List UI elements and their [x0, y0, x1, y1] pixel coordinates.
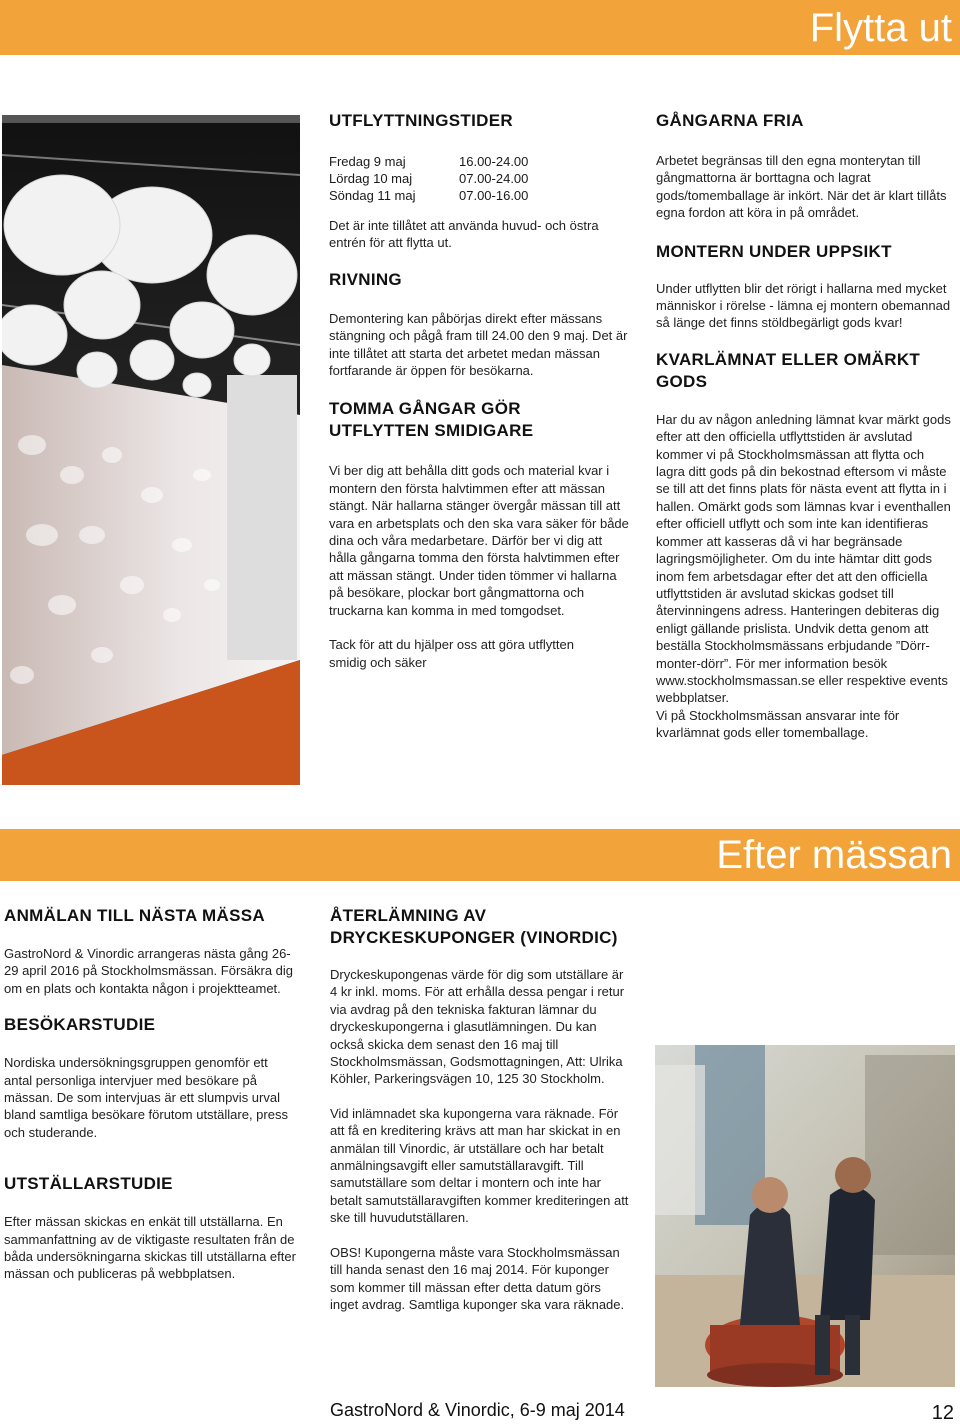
section-heading-utstallarstudie: UTSTÄLLARSTUDIE [4, 1174, 173, 1194]
times-day: Söndag 11 maj [329, 188, 416, 203]
aterlamning-text3: OBS! Kupongerna måste vara Stockholmsmässan till handa senast den 16 maj 2014. För kuponger som kommer till mässan efter detta datum görs inget avdrag. Samtliga kuponger ska vara räknade. [330, 1244, 625, 1312]
section-heading-anmalan: ANMÄLAN TILL NÄSTA MÄSSA [4, 906, 265, 925]
aterlamning-text1: Dryckeskupongenas värde för dig som utställare är 4 kr inkl. moms. För att erhålla dessa pengar i retur via avdrag på den tekniska fakturan lämnar du dryckeskupongerna i glasutlämningen. Du kan också skicka dem senast den 16 maj till Stockholmsmässan, Godsmottagningen, Att: Ulrika Köhler, Parkeringsvägen 10, 125 30 Stockholm. [330, 967, 625, 1087]
times-row [329, 187, 629, 204]
gangarna-text: Arbetet begränsas till den egna monterytan till gångmattorna är borttagna och lagrat gods/tomemballage är inkört. När det är klart tillåts egna fordon att köra in på området. [656, 153, 947, 221]
utflyttning-note: Det är inte tillåtet att använda huvud- och östra entrén för att flytta ut. [329, 218, 599, 251]
times-value: 07.00-16.00 [459, 188, 529, 203]
hall-illustration [2, 115, 300, 785]
column-left-bottom [4, 905, 304, 1283]
times-day: Fredag 9 maj [329, 154, 406, 169]
times-value: 16.00-24.00 [459, 154, 529, 169]
top-banner [0, 0, 960, 55]
visitors-illustration [655, 1045, 955, 1387]
times-row [329, 153, 629, 170]
aterlamning-text2: Vid inlämnadet ska kupongerna vara räknade. För att få en kreditering krävs att man har skickat in en anmälan till Vinordic, är utställare och har betalt anmälningsavgift eller samutställaravgift. Till samutställare som deltar i montern och inte har betalt samutställaravgiften kommer krediteringen att ske till huvudutställaren. [330, 1105, 629, 1226]
tomma-thanks: Tack för att du hjälper oss att göra utflytten smidig och säker [329, 637, 574, 670]
section-heading-montern: MONTERN UNDER UPPSIKT [656, 241, 892, 261]
section-banner [0, 829, 960, 881]
section-heading-aterlamning: ÅTERLÄMNING AV DRYCKESKUPONGER (VINORDIC) [330, 906, 618, 947]
section-heading-tomma: TOMMA GÅNGAR GÖR UTFLYTTEN SMIDIGARE [329, 399, 534, 441]
banner-title: Efter mässan [716, 833, 952, 877]
section-heading-kvarlamnat: KVARLÄMNAT ELLER OMÄRKT GODS [656, 349, 921, 391]
times-row [329, 170, 629, 187]
times-list [329, 153, 629, 204]
banner-title: Flytta ut [809, 6, 952, 50]
section-heading-gangarna: GÅNGARNA FRIA [656, 111, 804, 130]
visitors-photo [655, 1045, 955, 1387]
kvarlamnat-text2: Vi på Stockholmsmässan ansvarar inte för kvarlämnat gods eller tomemballage. [656, 707, 900, 741]
column-right-top [656, 110, 956, 742]
section-heading-utflyttningstider: UTFLYTTNINGSTIDER [329, 111, 513, 130]
anmalan-text: GastroNord & Vinordic arrangeras nästa gång 26-29 april 2016 på Stockholmsmässan. Försäkra dig om en plats och kontakta någon i projektteamet. [4, 946, 294, 996]
column-middle-bottom [330, 905, 630, 1313]
hall-photo [2, 115, 300, 785]
section-heading-besokarstudie: BESÖKARSTUDIE [4, 1015, 156, 1035]
montern-text: Under utflytten blir det rörigt i hallarna med mycket människor i rörelse - lämna ej montern obemannad så länge det finns stöldbegärligt gods kvar! [656, 280, 951, 331]
column-middle-top [329, 110, 629, 671]
rivning-text: Demontering kan påbörjas direkt efter mässans stängning och pågå fram till 24.00 den 9 maj. Det är inte tillåtet att starta det arbetet medan mässan fortfarande är öppen för besökarna. [329, 310, 628, 379]
times-day: Lördag 10 maj [329, 171, 413, 186]
footer-text: GastroNord & Vinordic, 6-9 maj 2014 [330, 1400, 625, 1420]
section-heading-rivning: RIVNING [329, 269, 402, 289]
utstallarstudie-text: Efter mässan skickas en enkät till utställarna. En sammanfattning av de viktigaste resultaten från de båda undersökningarna skickas till utställarna efter mässan och publiceras på webbplatsen. [4, 1214, 296, 1282]
kvarlamnat-text: Har du av någon anledning lämnat kvar märkt gods efter att den officiella utflyttstiden är avslutad kommer vi på Stockholmsmässan att flytta och lagra ditt gods på din bekostnad eftersom vi måste se till att det finns plats för nästa event att flytta in i hallen. Omärkt gods som lämnas kvar i eventhallen efter officiell utflytt och som inte kan identifieras kommer att kasseras då vi har begränsade lagringsmöjligheter. Om du inte hämtar ditt gods inom fem arbetsdagar efter det att den officiella utflyttstiden är avslutad skickas godset till återvinningens adress. Hanteringen debiteras dig enligt gällande prislista. Undvik detta genom att beställa Stockholmsmässans erbjudande ”Dörr-monter-dörr”. För mer information besök www.stockholmsmassan.se eller respektive events webbplatser. [656, 411, 951, 706]
besokarstudie-text: Nordiska undersökningsgruppen genomför ett antal personliga intervjuer med besökare på mässan. De som intervjuas är ett slumpvis urval bland samtliga besökare förutom utställare, press och studerande. [4, 1055, 288, 1140]
tomma-text: Vi ber dig att behålla ditt gods och material kvar i montern den första halvtimmen efter att mässan stängt. När hallarna stänger övergår mässan till att vara en arbetsplats och den ska vara säker för både dina och våra medarbetare. Därför ber vi dig att hålla gångarna tomma den första halvtimmen efter att mässan stängt. Under tiden tömmer vi hallarna på besökare, plockar bort gångmattorna och truckarna kan komma in med tomgodset. [329, 463, 629, 618]
times-value: 07.00-24.00 [459, 171, 529, 186]
page-number: 12 [931, 1402, 954, 1424]
